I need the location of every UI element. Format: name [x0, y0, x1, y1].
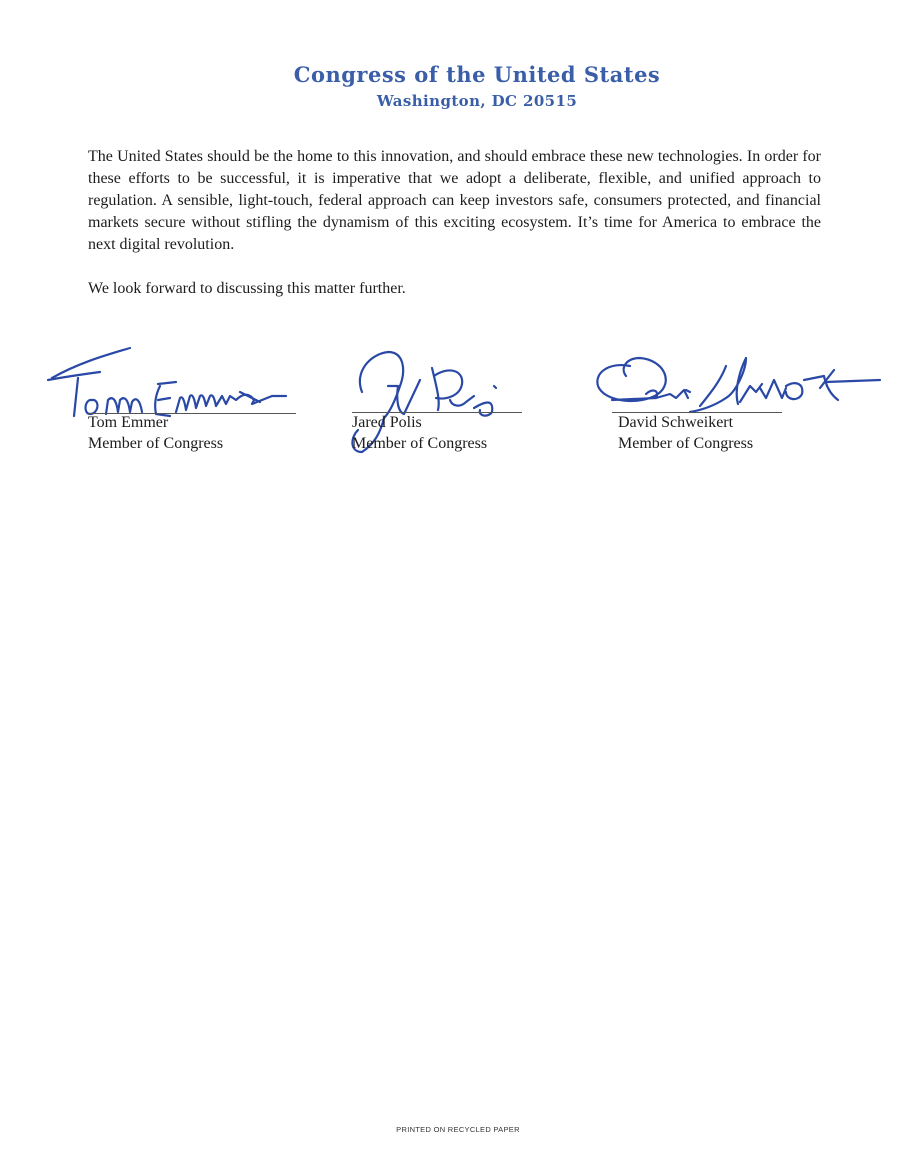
signature-block-schweikert	[590, 340, 890, 470]
signatory-name: Tom Emmer	[88, 414, 169, 431]
letter-body	[88, 146, 821, 322]
letterhead	[0, 60, 904, 112]
signature-image-emmer	[40, 340, 300, 430]
signature-block-emmer	[40, 340, 300, 470]
letterhead-title: Congress of the United States	[293, 62, 661, 87]
signature-block-polis	[340, 340, 540, 470]
letterhead-address: Washington, DC 20515	[376, 92, 578, 110]
signatory-name: David Schweikert	[618, 414, 734, 431]
closing-paragraph: We look forward to discussing this matter further.	[88, 280, 406, 297]
body-paragraph: The United States should be the home to this innovation, and should embrace these new technologies. In order for these efforts to be successful, it is imperative that we adopt a deliberate, flexible, and unified approach to regulation. A sensible, light-touch, federal approach can keep investors safe, consumers protected, and financial markets secure without stifling the dynamism of this exciting ecosystem. It’s time for America to embrace the next digital revolution.	[88, 148, 821, 253]
signatory-title: Member of Congress	[88, 435, 224, 452]
signatory-title: Member of Congress	[352, 435, 488, 452]
signatory-title: Member of Congress	[618, 435, 754, 452]
recycled-paper-footer	[0, 1125, 904, 1134]
signatory-name: Jared Polis	[352, 414, 422, 431]
footer-note: PRINTED ON RECYCLED PAPER	[396, 1125, 520, 1134]
